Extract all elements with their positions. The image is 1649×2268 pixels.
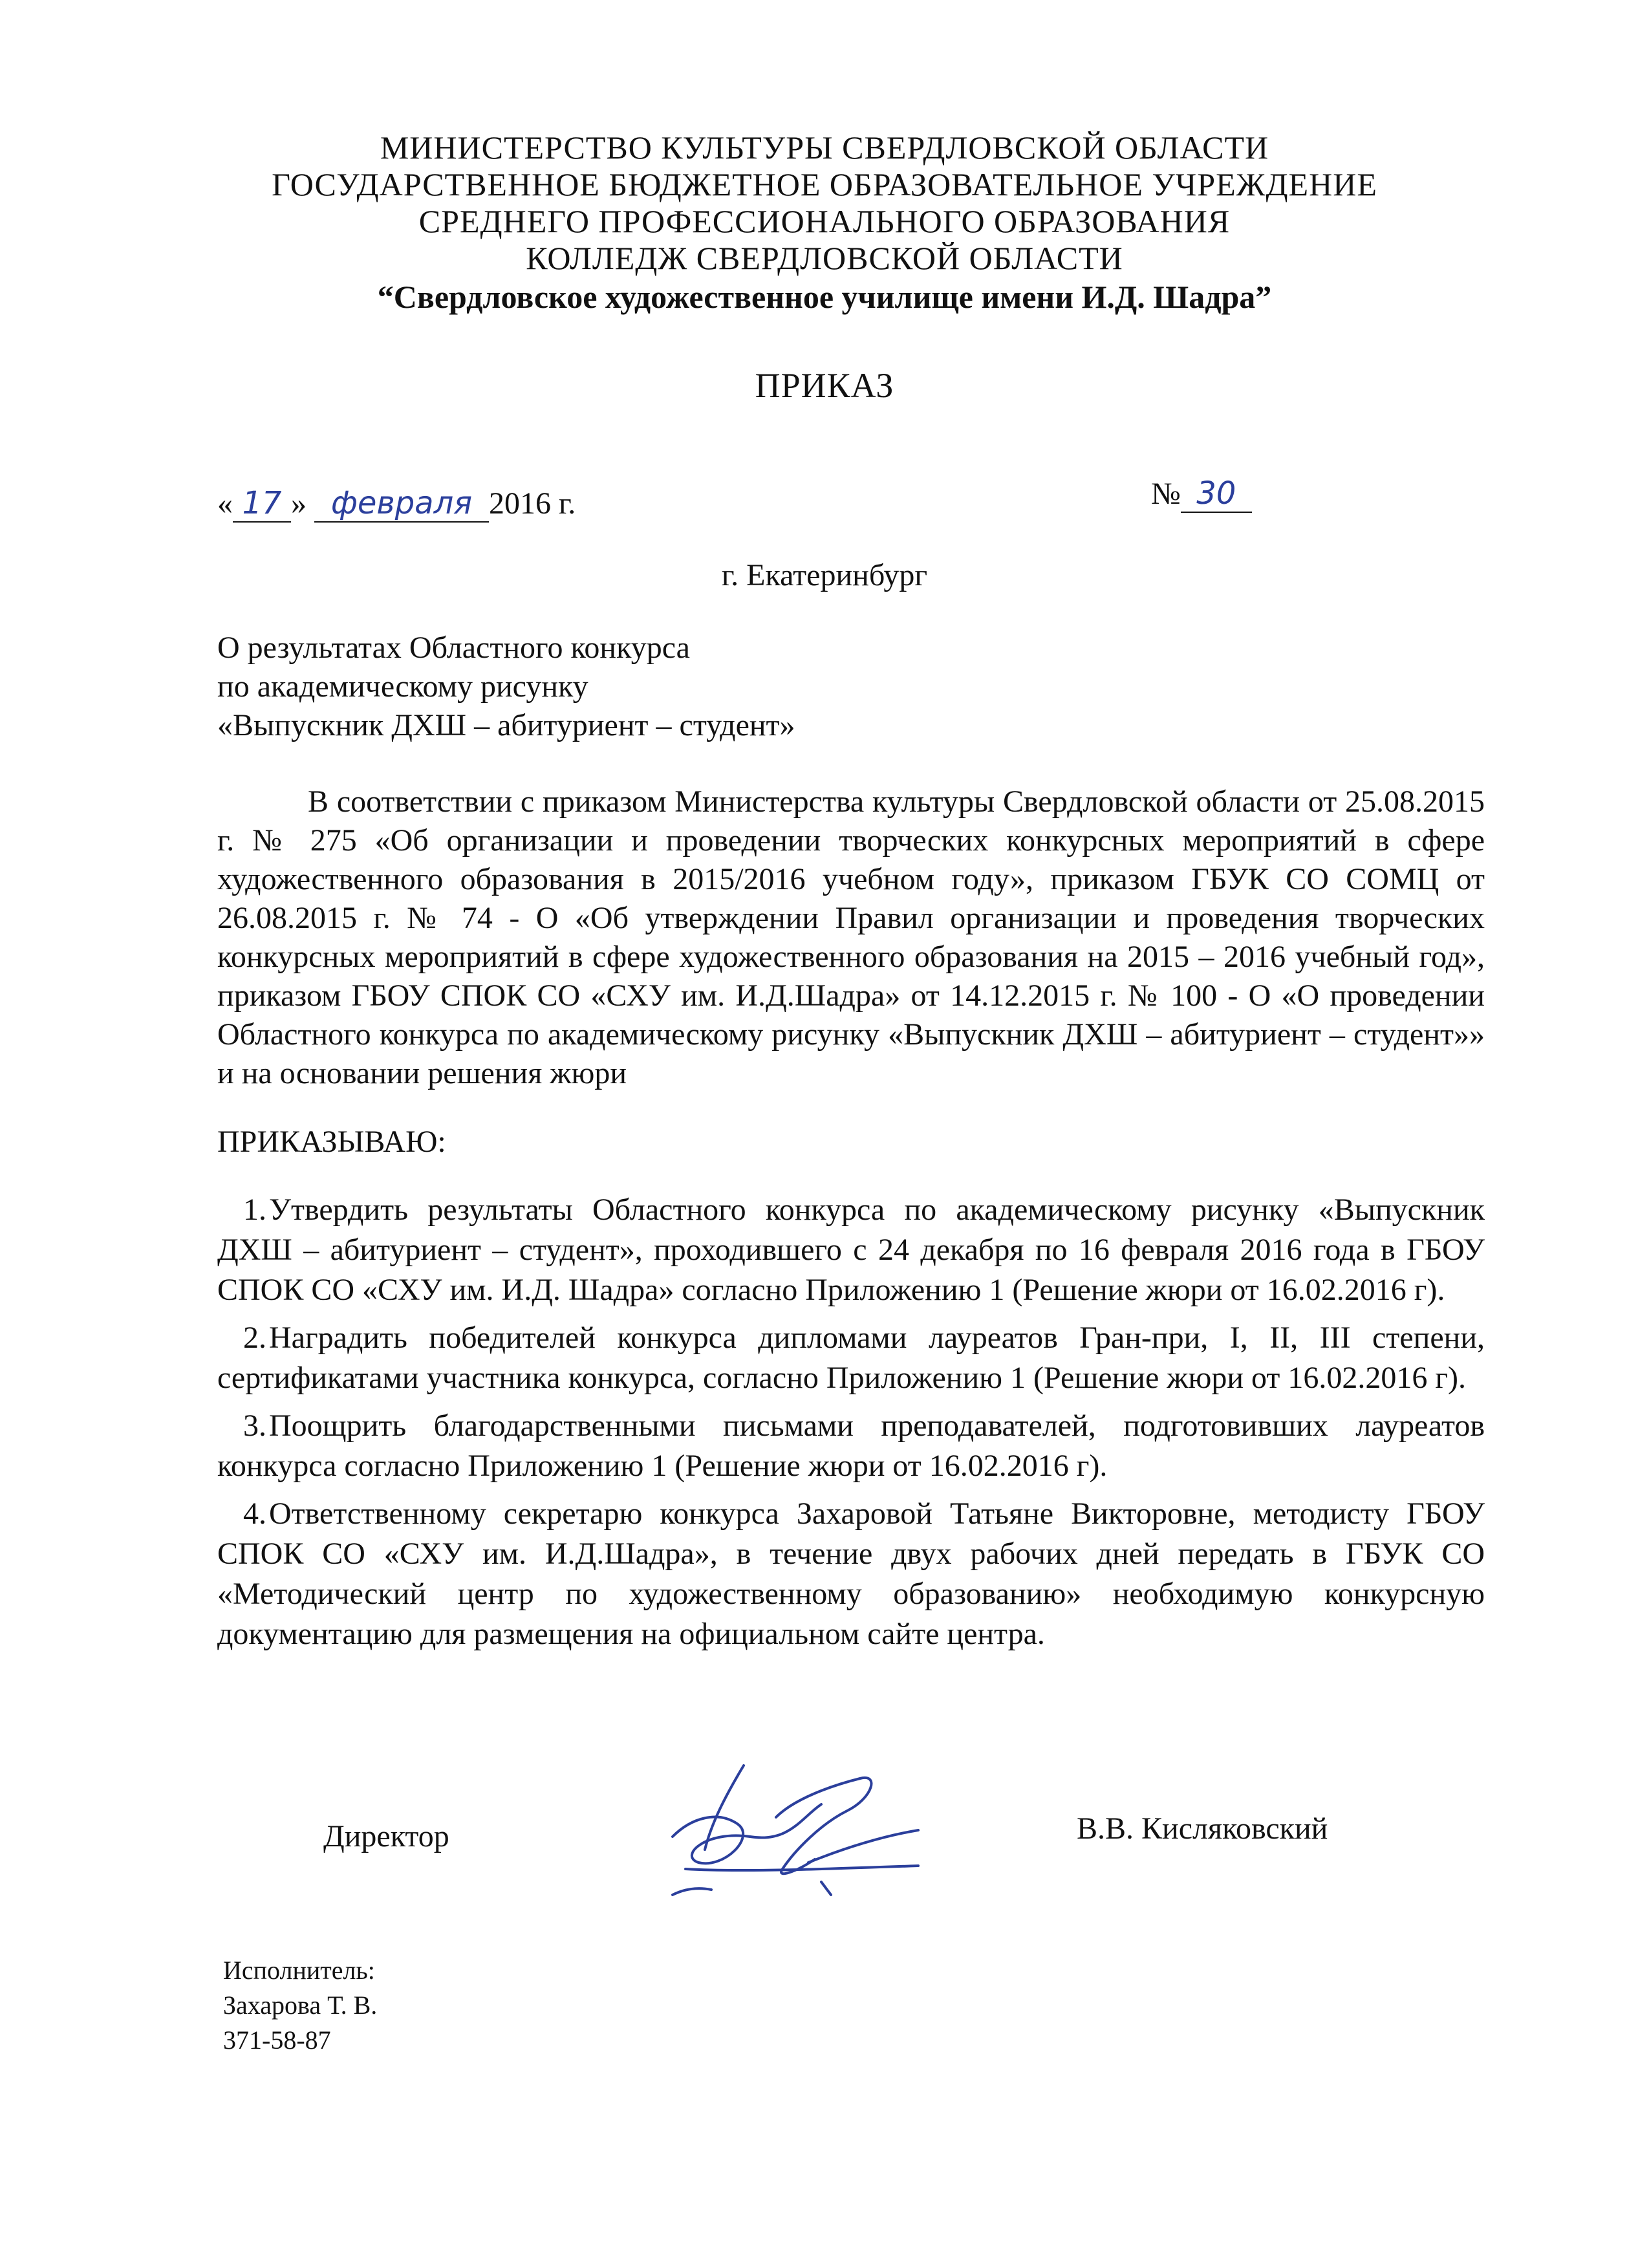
item-number: 3. [243,1409,266,1443]
number-sign: № [1151,477,1181,511]
order-item [217,1318,1485,1398]
order-item [217,1494,1485,1654]
order-items [217,1190,1485,1662]
date-close-quote: » [291,486,307,521]
order-item [217,1190,1485,1310]
item-number: 1. [243,1193,266,1227]
executor-block [223,1953,377,2058]
date-month: февраля [330,485,473,521]
order-date [217,485,576,523]
item-text: Ответственному секретарю конкурса Захаровой Татьяне Викторовне, методисту ГБОУ СПОК СО «СХУ им. И.Д.Шадра», в течение двух рабочих дней передать в ГБУК СО «Методический центр по художественному образованию» необходимую конкурсную документацию для размещения на официальном сайте центра. [217,1496,1485,1651]
item-text: Наградить победителей конкурса дипломами лауреатов Гран-при, I, II, III степени, сертификатами участника конкурса, согласно Приложению 1 (Решение жюри от 16.02.2016 г). [217,1321,1485,1395]
signer-role: Директор [323,1819,449,1853]
handwritten-signature [647,1740,957,1908]
letterhead [0,129,1649,317]
subject-line: «Выпускник ДХШ – абитуриент – студент» [217,708,795,742]
header-education-level: СРЕДНЕГО ПРОФЕССИОНАЛЬНОГО ОБРАЗОВАНИЯ [418,203,1231,239]
order-item [217,1406,1485,1486]
item-number: 4. [243,1496,266,1531]
header-school-name: “Свердловское художественное училище имени И.Д. Шадра” [377,279,1272,315]
item-number: 2. [243,1321,266,1355]
document-title: ПРИКАЗ [755,366,894,405]
header-ministry: МИНИСТЕРСТВО КУЛЬТУРЫ СВЕРДЛОВСКОЙ ОБЛАСТИ [380,129,1269,166]
date-year: 2016 г. [489,486,576,521]
signer-name: В.В. Кисляковский [1077,1811,1328,1846]
header-institution-type: ГОСУДАРСТВЕННОЕ БЮДЖЕТНОЕ ОБРАЗОВАТЕЛЬНОЕ УЧРЕЖДЕНИЕ [272,166,1377,202]
executor-phone: 371-58-87 [223,2025,331,2055]
order-subject [217,629,795,745]
subject-line: О результатах Областного конкурса [217,631,690,665]
order-word: ПРИКАЗЫВАЮ: [217,1125,446,1159]
executor-label: Исполнитель: [223,1956,375,1985]
preamble: В соответствии с приказом Министерства культуры Свердловской области от 25.08.2015 г. № 275 «Об организации и проведении творческих конкурсных мероприятий в сфере художественного образования в 2015/2016 учебном году», приказом ГБУК СО СОМЦ от 26.08.2015 г. № 74 - О «Об утверждении Правил организации и проведения творческих конкурсных мероприятий в сфере художественного образования на 2015 – 2016 учебный год», приказом ГБОУ СПОК СО «СХУ им. И.Д.Шадра» от 14.12.2015 г. № 100 - О «О проведении Областного конкурса по академическому рисунку «Выпускник ДХШ – абитуриент – студент»» и на основании решения жюри [217,784,1485,1090]
order-number [1151,475,1252,513]
item-text: Утвердить результаты Областного конкурса по академическому рисунку «Выпускник ДХШ – абитуриент – студент», проходившего с 24 декабря по 16 февраля 2016 года в ГБОУ СПОК СО «СХУ им. И.Д. Шадра» согласно Приложению 1 (Решение жюри от 16.02.2016 г). [217,1193,1485,1307]
date-day: 17 [242,485,282,521]
subject-line: по академическому рисунку [217,669,588,704]
date-open-quote: « [217,486,233,521]
item-text: Поощрить благодарственными письмами преподавателей, подготовивших лауреатов конкурса согласно Приложению 1 (Решение жюри от 16.02.2016 г). [217,1409,1485,1483]
city: г. Екатеринбург [721,558,928,592]
number-value: 30 [1196,475,1236,512]
executor-name: Захарова Т. В. [223,1991,378,2020]
header-college: КОЛЛЕДЖ СВЕРДЛОВСКОЙ ОБЛАСТИ [526,240,1123,276]
